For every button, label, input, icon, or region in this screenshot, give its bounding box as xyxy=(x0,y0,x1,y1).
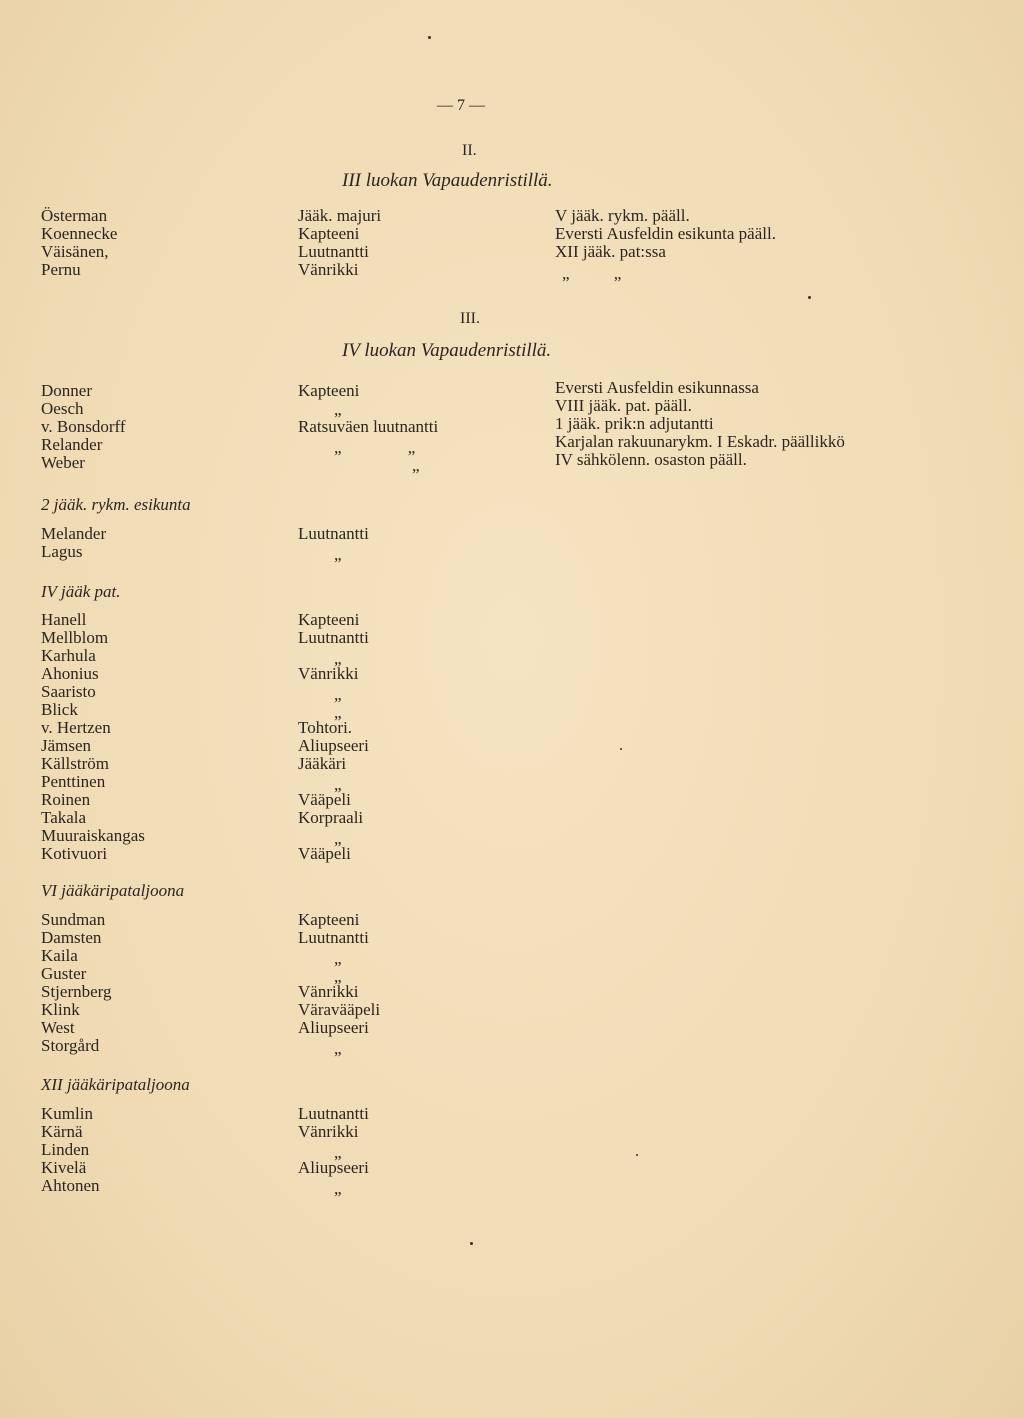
rank-cell: „ xyxy=(334,1039,342,1058)
section-numeral-iii: III. xyxy=(460,310,480,327)
name-cell: Muuraiskangas xyxy=(41,826,145,845)
paper-speck xyxy=(620,748,622,750)
rank-cell: Vääpeli xyxy=(298,844,351,863)
note-cell: XII jääk. pat:ssa xyxy=(555,242,666,261)
name-cell: Österman xyxy=(41,206,108,225)
section-numeral-ii: II. xyxy=(462,142,477,159)
name-cell: Damsten xyxy=(41,928,102,947)
name-cell: Kumlin xyxy=(41,1104,93,1123)
name-cell: Donner xyxy=(41,381,92,400)
rank-cell: Kapteeni xyxy=(298,224,360,243)
name-cell: Väisänen, xyxy=(41,242,109,261)
name-cell: Saaristo xyxy=(41,682,96,701)
rank-cell: Korpraali xyxy=(298,808,364,827)
name-cell: Pernu xyxy=(41,260,81,279)
name-cell: Ahtonen xyxy=(41,1176,100,1195)
name-cell: Koennecke xyxy=(41,224,118,243)
name-cell: Sundman xyxy=(41,910,106,929)
rank-cell: „ xyxy=(334,1143,342,1162)
rank-cell: „ xyxy=(334,775,342,794)
rank-cell: Väravääpeli xyxy=(298,1000,381,1019)
rank-cell: Kapteeni xyxy=(298,381,360,400)
note-cell: V jääk. rykm. pääll. xyxy=(555,206,690,225)
note-cell: Eversti Ausfeldin esikunnassa xyxy=(555,378,759,397)
rank-cell: Vänrikki xyxy=(298,1122,359,1141)
rank-cell: „ xyxy=(334,949,342,968)
name-cell: Karhula xyxy=(41,646,96,665)
group-heading: 2 jääk. rykm. esikunta xyxy=(41,495,191,514)
name-cell: Oesch xyxy=(41,399,84,418)
name-cell: Penttinen xyxy=(41,772,106,791)
name-cell: Storgård xyxy=(41,1036,100,1055)
note-cell: Karjalan rakuunarykm. I Eskadr. päällikkö xyxy=(555,432,845,451)
rank-cell: „ xyxy=(334,649,342,668)
note-cell: VIII jääk. pat. pääll. xyxy=(555,396,692,415)
rank-cell: Ratsuväen luutnantti xyxy=(298,417,439,436)
group-heading: IV jääk pat. xyxy=(41,582,121,601)
name-cell: Blick xyxy=(41,700,78,719)
rank-cell: Vänrikki xyxy=(298,664,359,683)
name-cell: Kotivuori xyxy=(41,844,108,863)
name-cell: Weber xyxy=(41,453,85,472)
rank-cell: Vänrikki xyxy=(298,260,359,279)
name-cell: West xyxy=(41,1018,75,1037)
rank-cell: Vääpeli xyxy=(298,790,351,809)
name-cell: Melander xyxy=(41,524,107,543)
rank-cell: „ xyxy=(334,703,342,722)
rank-cell: Luutnantti xyxy=(298,242,369,261)
name-cell: Lagus xyxy=(41,542,83,561)
section-heading-iii: IV luokan Vapaudenristillä. xyxy=(342,340,552,361)
rank-cell: „ xyxy=(334,1179,342,1198)
rank-cell: Kapteeni xyxy=(298,610,360,629)
note-cell: „ „ xyxy=(562,264,622,283)
rank-cell: Kapteeni xyxy=(298,910,360,929)
rank-cell: „ „ xyxy=(334,438,416,457)
rank-cell: Aliupseeri xyxy=(298,1018,369,1037)
name-cell: Stjernberg xyxy=(41,982,112,1001)
name-cell: v. Bonsdorff xyxy=(41,417,126,436)
name-cell: v. Hertzen xyxy=(41,718,111,737)
name-cell: Källström xyxy=(41,754,109,773)
note-cell: IV sähkölenn. osaston pääll. xyxy=(555,450,747,469)
paper-speck xyxy=(808,296,811,299)
name-cell: Mellblom xyxy=(41,628,109,647)
note-cell: 1 jääk. prik:n adjutantti xyxy=(555,414,714,433)
rank-cell: Aliupseeri xyxy=(298,736,369,755)
name-cell: Relander xyxy=(41,435,103,454)
paper-speck xyxy=(636,1154,638,1156)
note-cell: Eversti Ausfeldin esikunta pääll. xyxy=(555,224,776,243)
name-cell: Takala xyxy=(41,808,87,827)
name-cell: Linden xyxy=(41,1140,90,1159)
paper-speck xyxy=(470,1242,473,1245)
rank-cell: Vänrikki xyxy=(298,982,359,1001)
name-cell: Kaila xyxy=(41,946,78,965)
rank-cell: „ xyxy=(334,829,342,848)
rank-cell: Luutnantti xyxy=(298,928,369,947)
group-heading: VI jääkäripataljoona xyxy=(41,881,185,900)
rank-cell: Luutnantti xyxy=(298,1104,369,1123)
name-cell: Klink xyxy=(41,1000,80,1019)
name-cell: Guster xyxy=(41,964,87,983)
name-cell: Roinen xyxy=(41,790,91,809)
page-number: — 7 — xyxy=(437,97,485,114)
rank-cell: „ xyxy=(334,545,342,564)
rank-cell: Aliupseeri xyxy=(298,1158,369,1177)
rank-cell: „ xyxy=(334,967,342,986)
rank-cell: Tohtori. xyxy=(298,718,353,737)
section-heading-ii: III luokan Vapaudenristillä. xyxy=(342,170,553,191)
rank-cell: Luutnantti xyxy=(298,524,369,543)
rank-cell: „ xyxy=(334,685,342,704)
name-cell: Ahonius xyxy=(41,664,99,683)
name-cell: Kärnä xyxy=(41,1122,83,1141)
group-heading: XII jääkäripataljoona xyxy=(41,1075,190,1094)
rank-cell: Jääk. majuri xyxy=(298,206,382,225)
rank-cell: Jääkäri xyxy=(298,754,347,773)
rank-cell: „ xyxy=(334,400,342,419)
paper-speck xyxy=(428,36,431,39)
name-cell: Jämsen xyxy=(41,736,92,755)
name-cell: Kivelä xyxy=(41,1158,87,1177)
rank-cell: „ xyxy=(412,456,420,475)
name-cell: Hanell xyxy=(41,610,87,629)
rank-cell: Luutnantti xyxy=(298,628,369,647)
